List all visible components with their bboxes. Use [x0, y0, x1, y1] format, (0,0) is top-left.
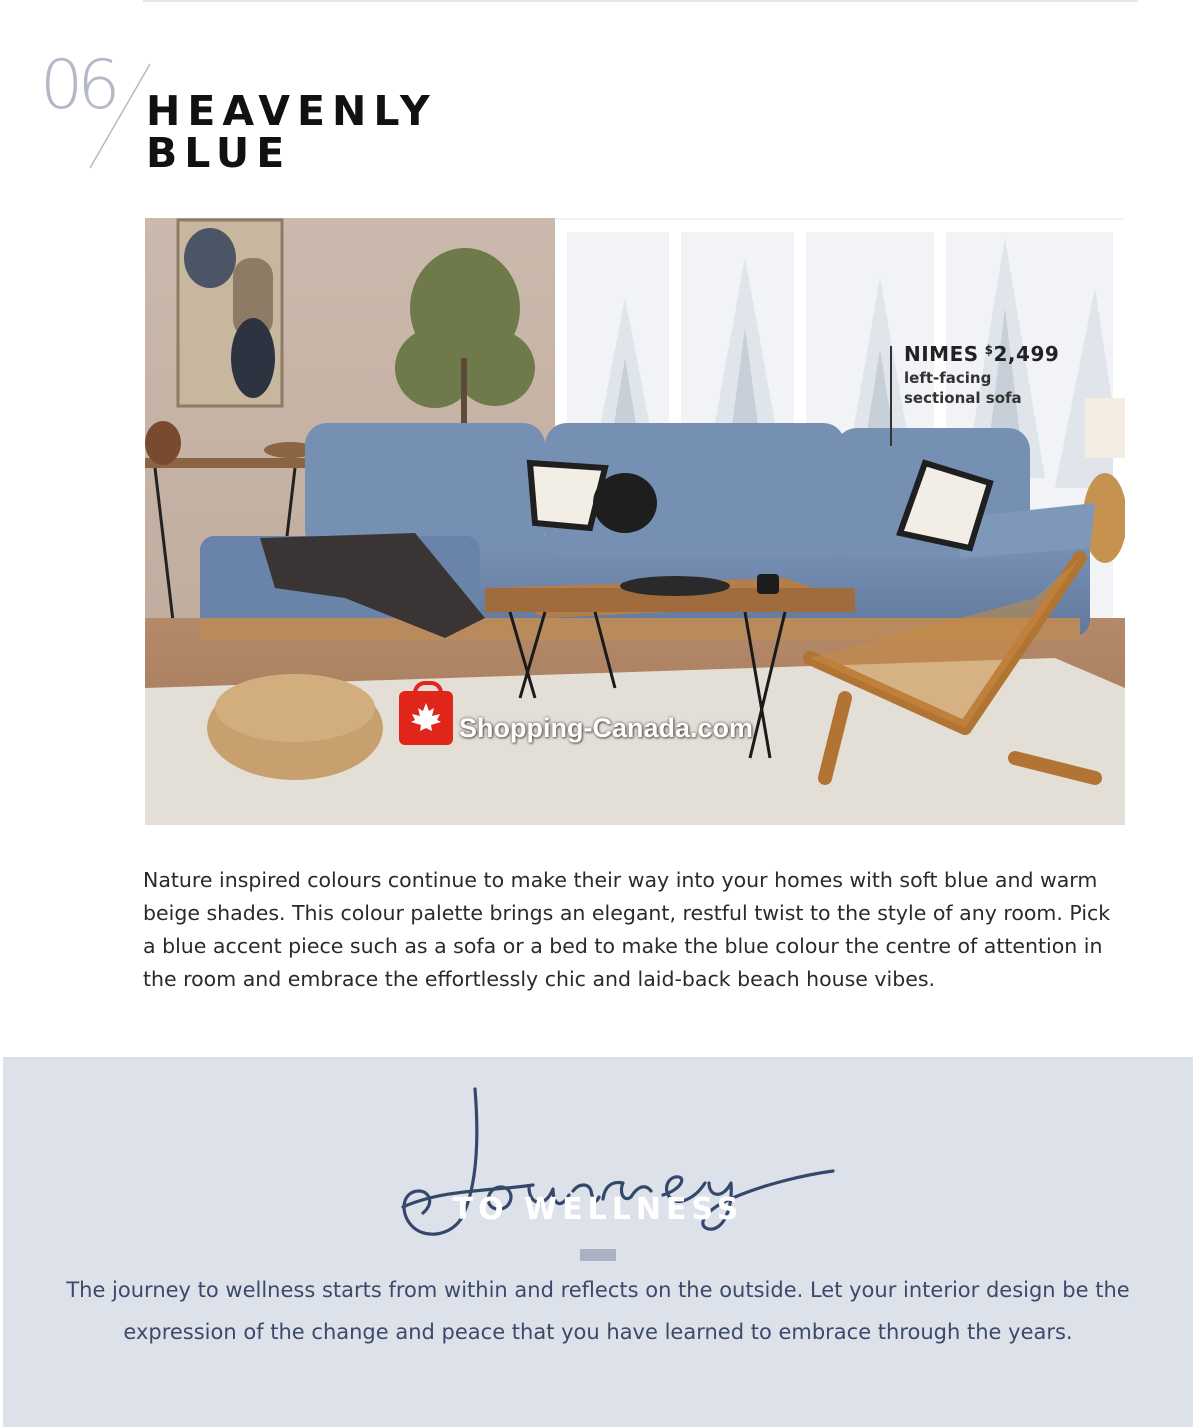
wellness-text: The journey to wellness starts from within and reflects on the outside. Let your interior design be the expression of the change and peace that you have learned to embrace through the years. [66, 1278, 1130, 1344]
wellness-divider [580, 1249, 616, 1261]
watermark [399, 679, 819, 753]
price-tag-rule [890, 346, 892, 446]
section-title-line1: HEAVENLY [146, 87, 437, 135]
wellness-subtitle: TO WELLNESS [452, 1192, 744, 1227]
currency-symbol: $ [984, 343, 994, 357]
product-price: 2,499 [993, 342, 1060, 366]
shopping-bag-maple-leaf-icon [399, 691, 453, 745]
section-title-line2: BLUE [146, 129, 292, 177]
wellness-banner [3, 1057, 1193, 1427]
product-description [904, 368, 1022, 408]
watermark-text: Shopping-Canada.com [459, 713, 754, 743]
section-number: 06 [40, 46, 115, 125]
product-desc-line2: sectional sofa [904, 389, 1022, 407]
product-desc-line1: left-facing [904, 369, 992, 387]
section-body-text: Nature inspired colours continue to make their way into your homes with soft blue and warm beige shades. This colour palette brings an elegant, restful twist to the style of any room. Pick a blue accent piece such as a sofa or a bed to make the blue colour the centre of attention in the room and embrace the effortlessly chic and laid-back beach house vibes. [143, 868, 1111, 991]
maple-leaf-icon [409, 701, 443, 735]
section-title [146, 87, 437, 177]
product-name-price [904, 342, 1059, 366]
product-name: NIMES [904, 342, 979, 366]
top-divider [143, 0, 1138, 2]
